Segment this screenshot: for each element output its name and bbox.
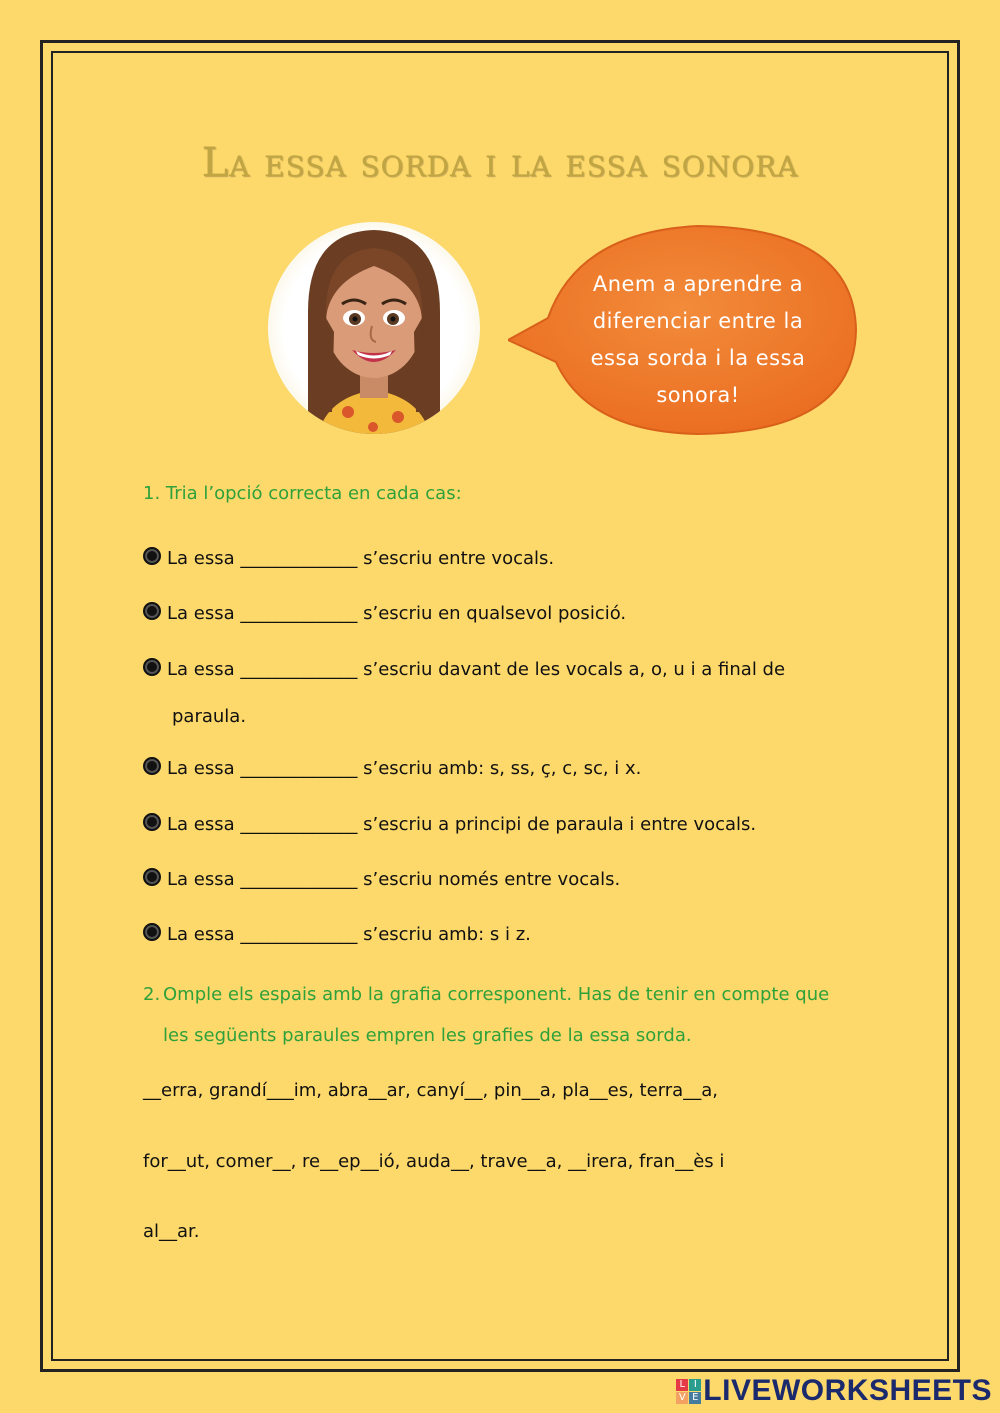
exercise1-item: La essa _____________ s’escriu davant de les vocals a, o, u i a final de — [143, 658, 785, 680]
page-title: La essa sorda i la essa sonora — [201, 140, 799, 186]
answer-blank[interactable]: _____________ — [240, 603, 358, 624]
avatar-illustration — [268, 222, 480, 434]
fill-in-line[interactable]: al__ar. — [143, 1221, 200, 1242]
bullet-radio-icon — [143, 757, 161, 775]
exercise2-heading-line2: les següents paraules empren les grafies de la essa sorda. — [163, 1025, 692, 1046]
fill-in-line[interactable]: for__ut, comer__, re__ep__ió, auda__, trave__a, __irera, fran__ès i — [143, 1151, 725, 1172]
exercise2-number: 2. — [143, 984, 161, 1005]
exercise1-item-continuation: paraula. — [172, 706, 247, 727]
answer-blank[interactable]: _____________ — [240, 814, 358, 835]
answer-blank[interactable]: _____________ — [240, 548, 358, 569]
bubble-line: diferenciar entre la — [592, 309, 804, 333]
exercise1-item: La essa _____________ s’escriu entre vocals. — [143, 547, 554, 569]
bullet-radio-icon — [143, 923, 161, 941]
exercise2-heading-line1: Omple els espais amb la grafia corresponent. Has de tenir en compte que — [163, 984, 830, 1005]
bullet-radio-icon — [143, 658, 161, 676]
exercise1-item: La essa _____________ s’escriu amb: s, ss, ç, c, sc, i x. — [143, 757, 641, 779]
bullet-radio-icon — [143, 602, 161, 620]
bullet-radio-icon — [143, 813, 161, 831]
bubble-line: Anem a aprendre a — [592, 272, 804, 296]
exercise1-heading: 1. Tria l’opció correcta en cada cas: — [143, 483, 462, 504]
bullet-radio-icon — [143, 547, 161, 565]
liveworksheets-logo-text: LIVEWORKSHEETS — [703, 1374, 992, 1407]
fill-in-line[interactable]: __erra, grandí___im, abra__ar, canyí__, pin__a, pla__es, terra__a, — [143, 1080, 718, 1101]
answer-blank[interactable]: _____________ — [240, 659, 358, 680]
teacher-avatar — [268, 222, 480, 434]
liveworksheets-logo[interactable] — [676, 1373, 992, 1409]
exercise1-item: La essa _____________ s’escriu a principi de paraula i entre vocals. — [143, 813, 756, 835]
answer-blank[interactable]: _____________ — [240, 924, 358, 945]
bubble-line: essa sorda i la essa — [590, 346, 806, 370]
exercise1-item: La essa _____________ s’escriu només entre vocals. — [143, 868, 620, 890]
exercise1-item: La essa _____________ s’escriu en qualsevol posició. — [143, 602, 626, 624]
bullet-radio-icon — [143, 868, 161, 886]
speech-bubble-text — [548, 266, 848, 414]
bubble-line: sonora! — [656, 383, 740, 407]
answer-blank[interactable]: _____________ — [240, 869, 358, 890]
exercise1-item: La essa _____________ s’escriu amb: s i z. — [143, 923, 531, 945]
answer-blank[interactable]: _____________ — [240, 758, 358, 779]
liveworksheets-logo-icon: L I V E — [676, 1379, 701, 1404]
